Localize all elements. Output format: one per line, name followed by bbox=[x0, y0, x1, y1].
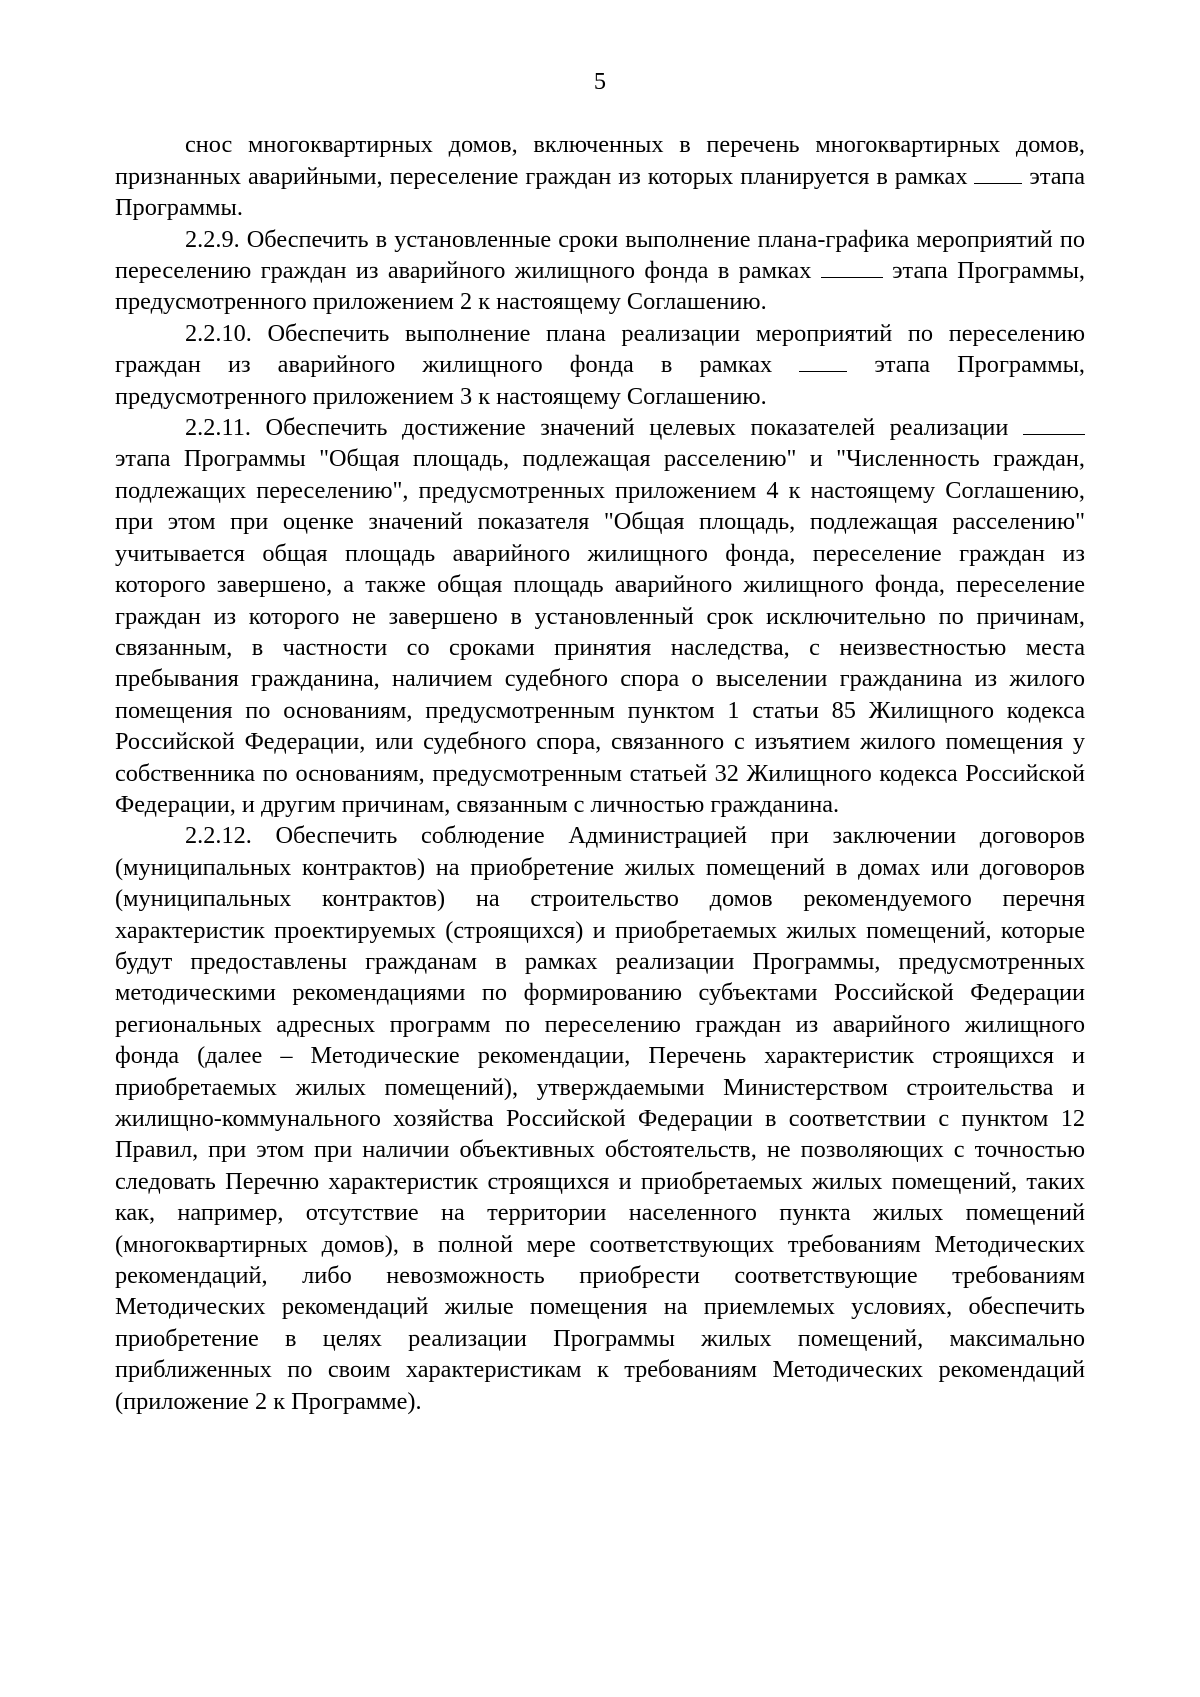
paragraph-text: этапа Программы, предусмотренного приложением 3 к настоящему Соглашению. bbox=[115, 351, 1086, 410]
paragraph-continuation bbox=[115, 129, 1085, 223]
paragraph-text: этапа Программы, предусмотренного приложением 2 к настоящему Соглашению. bbox=[115, 257, 1085, 316]
paragraph-2-2-11 bbox=[115, 412, 1085, 820]
paragraph-2-2-12 bbox=[115, 820, 1085, 1417]
blank-line bbox=[1023, 414, 1085, 435]
paragraph-text: этапа Программы. bbox=[115, 162, 1085, 222]
page-number: 5 bbox=[593, 68, 607, 95]
blank-line bbox=[799, 351, 847, 372]
paragraph-text: 2.2.10. Обеспечить выполнение плана реализации мероприятий по переселению граждан из аварийного жилищного фонда в рамках bbox=[115, 319, 1085, 379]
paragraph-text: этапа Программы "Общая площадь, подлежащая расселению" и "Численность граждан, подлежащих переселению", предусмотренных приложением 4 к настоящему Соглашению, при этом при оценке значений показателя "Общая площадь, подлежащая расселению" учитывается общая площадь аварийного жилищного фонда, переселение граждан из которого завершено, а также общая площадь аварийного жилищного фонда, переселение граждан из которого не завершено в установленный срок исключительно по причинам, связанным, в частности со сроками принятия наследства, с неизвестностью места пребывания гражданина, наличием судебного спора о выселении гражданина из жилого помещения по основаниям, предусмотренным пунктом 1 статьи 85 Жилищного кодекса Российской Федерации, или судебного спора, связанного с изъятием жилого помещения у собственника по основаниям, предусмотренным статьей 32 Жилищного кодекса Российской Федерации, и другим причинам, связанным с личностью гражданина. bbox=[115, 445, 1085, 818]
paragraph-text: снос многоквартирных домов, включенных в перечень многоквартирных домов, признанных аварийными, переселение граждан из которых планируется в рамках bbox=[115, 131, 1085, 190]
paragraph-text: 2.2.12. Обеспечить соблюдение Администрацией при заключении договоров (муниципальных контрактов) на приобретение жилых помещений в домах или договоров (муниципальных контрактов) на строительство домов рекомендуемого перечня характеристик проектируемых (строящихся) и приобретаемых жилых помещений, которые будут предоставлены гражданам в рамках реализации Программы, предусмотренных методическими рекомендациями по формированию субъектами Российской Федерации региональных адресных программ по переселению граждан из аварийного жилищного фонда (далее – Методические рекомендации, Перечень характеристик строящихся и приобретаемых жилых помещений), утверждаемыми Министерством строительства и жилищно-коммунального хозяйства Российской Федерации в соответствии с пунктом 12 Правил, при этом при наличии объективных обстоятельств, не позволяющих с точностью следовать Перечню характеристик строящихся и приобретаемых жилых помещений, таких как, например, отсутствие на территории населенного пункта жилых помещений (многоквартирных домов), в полной мере соответствующих требованиям Методических рекомендаций, либо невозможность приобрести соответствующие требованиям Методических рекомендаций жилые помещения на приемлемых условиях, обеспечить приобретение в целях реализации Программы жилых помещений, максимально приближенных по своим характеристикам к требованиям Методических рекомендаций (приложение 2 к Программе). bbox=[115, 822, 1085, 1415]
paragraph-text: 2.2.11. Обеспечить достижение значений целевых показателей реализации bbox=[185, 414, 1023, 442]
blank-line bbox=[974, 163, 1022, 184]
paragraph-2-2-10 bbox=[115, 318, 1085, 412]
paragraph-2-2-9 bbox=[115, 224, 1085, 318]
blank-line bbox=[821, 257, 883, 278]
document-page bbox=[115, 66, 1085, 1417]
paragraph-text: 2.2.9. Обеспечить в установленные сроки выполнение плана-графика мероприятий по переселению граждан из аварийного жилищного фонда в рамках bbox=[115, 225, 1085, 285]
